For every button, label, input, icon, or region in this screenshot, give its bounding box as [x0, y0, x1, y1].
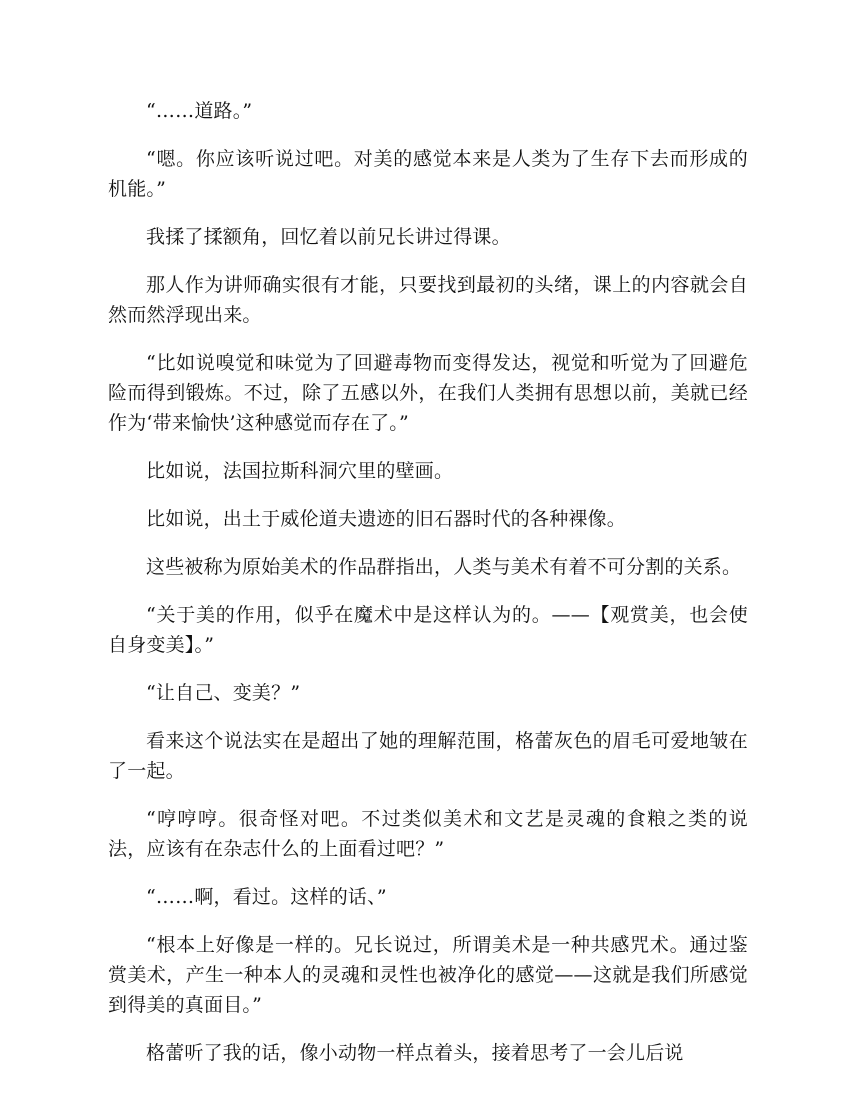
paragraph: “哼哼哼。很奇怪对吧。不过类似美术和文艺是灵魂的食粮之类的说法，应该有在杂志什么的上面看过吧？”: [108, 808, 748, 860]
paragraph: 比如说，法国拉斯科洞穴里的壁画。: [146, 460, 454, 482]
body-text: [108, 96, 748, 1086]
paragraph: 我揉了揉额角，回忆着以前兄长讲过得课。: [146, 226, 511, 248]
paragraph: 格蕾听了我的话，像小动物一样点着头，接着思考了一会儿后说: [146, 1042, 684, 1064]
paragraph: “嗯。你应该听说过吧。对美的感觉本来是人类为了生存下去而形成的机能。”: [108, 148, 748, 200]
paragraph: “比如说嗅觉和味觉为了回避毒物而变得发达，视觉和听觉为了回避危险而得到锻炼。不过，除了五感以外，在我们人类拥有思想以前，美就已经作为‘带来愉快’这种感觉而存在了。”: [108, 352, 748, 434]
paragraph: 这些被称为原始美术的作品群指出，人类与美术有着不可分割的关系。: [146, 556, 742, 578]
paragraph: “让自己、变美？”: [146, 682, 301, 704]
paragraph: 比如说，出土于威伦道夫遗迹的旧石器时代的各种裸像。: [146, 508, 627, 530]
paragraph: “根本上好像是一样的。兄长说过，所谓美术是一种共感咒术。通过鉴赏美术，产生一种本人的灵魂和灵性也被净化的感觉——这就是我们所感觉到得美的真面目。”: [108, 934, 748, 1016]
paragraph: 看来这个说法实在是超出了她的理解范围，格蕾灰色的眉毛可爱地皱在了一起。: [108, 730, 748, 782]
paragraph: “……道路。”: [146, 100, 253, 122]
paragraph: “关于美的作用，似乎在魔术中是这样认为的。——【观赏美，也会使自身变美】。”: [108, 604, 748, 656]
paragraph: “……啊，看过。这样的话、”: [146, 886, 387, 908]
paragraph: 那人作为讲师确实很有才能，只要找到最初的头绪，课上的内容就会自然而然浮现出来。: [108, 274, 748, 326]
